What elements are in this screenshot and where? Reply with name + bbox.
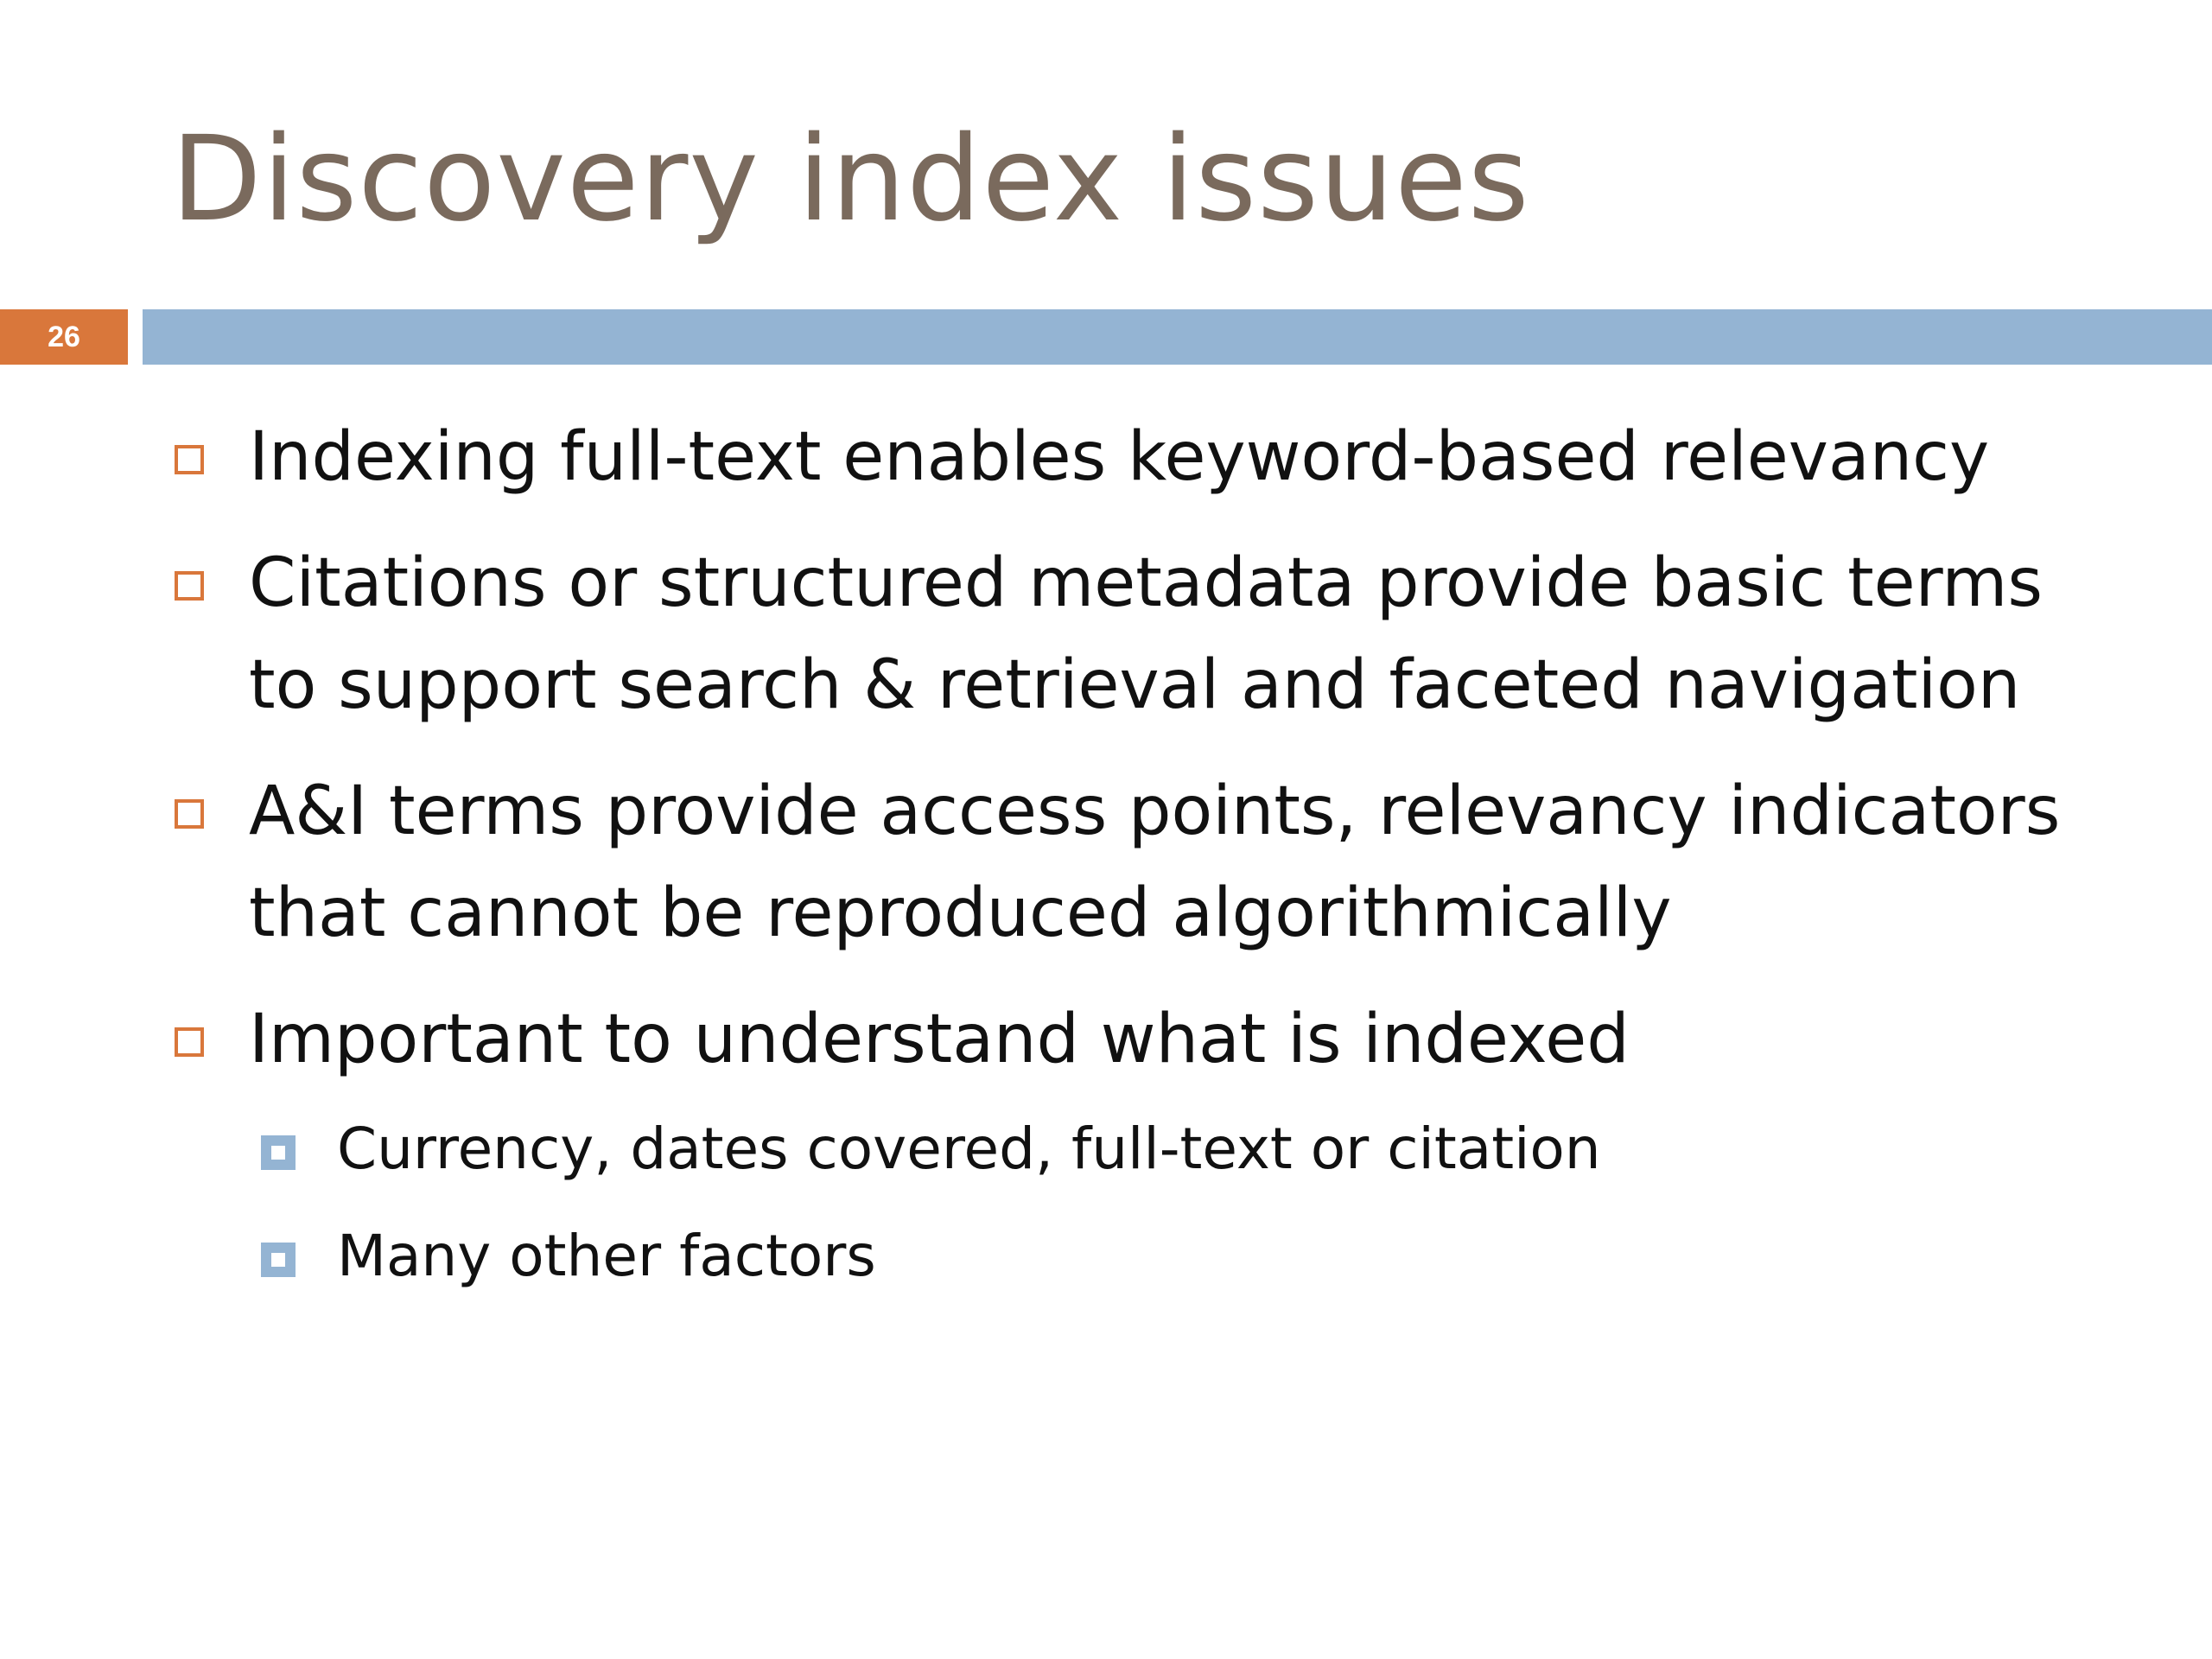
bullet-item: [173, 988, 2160, 1090]
slide-title: Discovery index issues: [171, 111, 1530, 248]
filled-square-icon: [261, 1243, 296, 1277]
sub-bullet-text: Currency, dates covered, full-text or citation: [337, 1116, 1601, 1182]
hollow-square-icon: [175, 445, 204, 474]
hollow-square-icon: [175, 1027, 204, 1057]
hollow-square-icon: [175, 571, 204, 601]
bullet-item: [173, 760, 2160, 964]
bullet-text: Citations or structured metadata provide basic terms: [249, 544, 2043, 622]
sub-bullet-list: [173, 1096, 2160, 1310]
bullet-text-continued: that cannot be reproduced algorithmically: [249, 874, 1672, 952]
bullet-list: [173, 406, 2160, 1090]
bullet-text: Important to understand what is indexed: [249, 1001, 1630, 1078]
sub-bullet-item: [259, 1096, 2160, 1203]
title-accent-bar: [143, 309, 2212, 365]
bullet-item: [173, 406, 2160, 508]
bullet-text: A&I terms provide access points, relevancy indicators: [249, 772, 2061, 850]
hollow-square-icon: [175, 799, 204, 829]
bullet-text: Indexing full-text enables keyword-based relevancy: [249, 418, 1990, 496]
bullet-text-continued: to support search & retrieval and faceted navigation: [249, 646, 2021, 724]
sub-bullet-item: [259, 1203, 2160, 1310]
page-number-badge: 26: [0, 309, 128, 365]
bullet-item: [173, 532, 2160, 736]
filled-square-icon: [261, 1135, 296, 1170]
sub-bullet-text: Many other factors: [337, 1223, 876, 1289]
